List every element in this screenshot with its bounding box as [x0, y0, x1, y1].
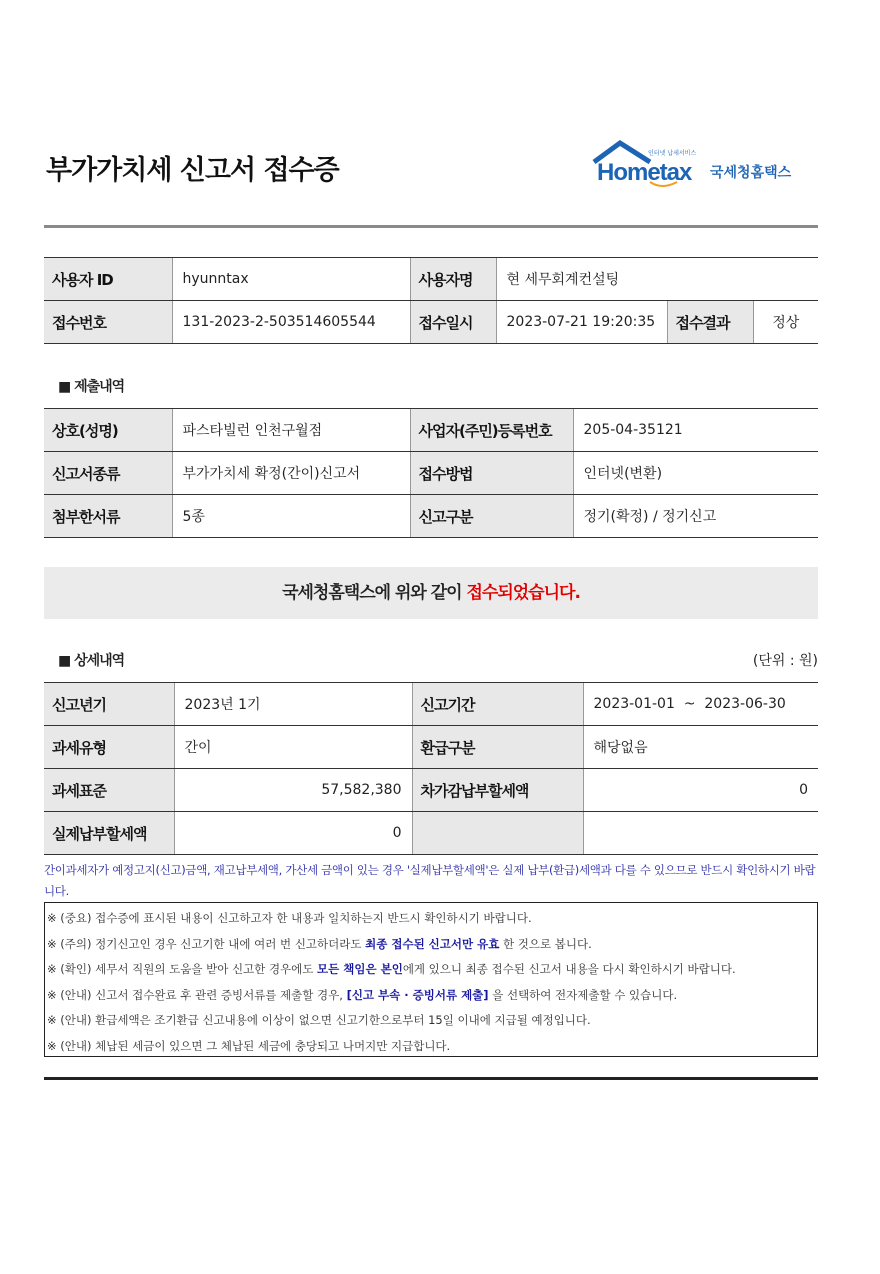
notice-item: ※ (안내) 환급세액은 조기환급 신고내용에 이상이 없으면 신고기한으로부터 15일 이내에 지급될 예정입니다. [47, 1013, 591, 1028]
notice-item: ※ (안내) 체납된 세금이 있으면 그 체납된 세금에 충당되고 나머지만 지급합니다. [47, 1038, 451, 1053]
banner-text: 국세청홈택스에 위와 같이 [282, 583, 467, 603]
notice-item: ※ (주의) 정기신고인 경우 신고기한 내에 여러 번 신고하더라도 최종 접수된 신고서만 유효 한 것으로 봅니다. [47, 936, 592, 951]
period-value: 2023년 1기 [174, 683, 412, 726]
user-name-value: 현 세무회계컨설팅 [496, 258, 818, 301]
company-value: 파스타빌런 인천구월점 [172, 409, 410, 452]
user-id-label: 사용자 ID [44, 258, 172, 301]
attach-label: 첨부한서류 [44, 495, 172, 538]
logo-name: 국세청홈택스 [710, 165, 792, 181]
submission-table [44, 408, 818, 538]
detail-section-title: ■ 상세내역 [58, 653, 125, 669]
receipt-date-label: 접수일시 [410, 301, 496, 344]
actual-label: 실제납부할세액 [44, 812, 174, 855]
actual-value: 0 [174, 812, 412, 855]
receipt-table [44, 257, 818, 344]
category-label: 신고구분 [410, 495, 573, 538]
result-label: 접수결과 [667, 301, 753, 344]
unit-label: (단위 : 원) [752, 653, 818, 669]
empty-value [583, 812, 818, 855]
user-name-label: 사용자명 [410, 258, 496, 301]
bottom-divider [44, 1077, 818, 1080]
confirmation-banner [44, 567, 818, 619]
diff-value: 0 [583, 769, 818, 812]
notice-item: ※ (중요) 접수증에 표시된 내용이 신고하고자 한 내용과 일치하는지 반드시 확인하시기 바랍니다. [47, 911, 532, 925]
blue-notice: 간이과세자가 예정고지(신고)금액, 재고납부세액, 가산세 금액이 있는 경우 '실제납부할세액'은 실제 납부(환급)세액과 다를 수 있으므로 반드시 확인하시기 바랍니다. [44, 863, 816, 898]
page-title: 부가가치세 신고서 접수증 [46, 155, 339, 186]
notice-item: ※ (안내) 신고서 접수완료 후 관련 증빙서류를 제출할 경우, [신고 부속 · 증빙서류 제출] 을 선택하여 전자제출할 수 있습니다. [47, 987, 678, 1002]
form-type-value: 부가가치세 확정(간이)신고서 [172, 452, 410, 495]
period-label: 신고년기 [44, 683, 174, 726]
logo-brand: Hometax [597, 159, 692, 186]
bizno-value: 205-04-35121 [573, 409, 818, 452]
receipt-no-value: 131-2023-2-503514605544 [172, 301, 410, 344]
refund-label: 환급구분 [412, 726, 583, 769]
result-value: 정상 [753, 301, 818, 344]
notice-item: ※ (확인) 세무서 직원의 도움을 받아 신고한 경우에도 모든 책임은 본인에게 있으니 최종 접수된 신고서 내용을 다시 확인하시기 바랍니다. [47, 962, 736, 977]
term-value: 2023-01-01 ~ 2023-06-30 [583, 683, 818, 726]
method-value: 인터넷(변환) [573, 452, 818, 495]
base-label: 과세표준 [44, 769, 174, 812]
term-label: 신고기간 [412, 683, 583, 726]
diff-label: 차가감납부할세액 [412, 769, 583, 812]
empty-label [412, 812, 583, 855]
detail-table [44, 682, 818, 855]
submission-section-title: ■ 제출내역 [58, 379, 125, 395]
notice-box [44, 902, 818, 1057]
top-divider [44, 225, 818, 228]
user-id-value: hyunntax [172, 258, 410, 301]
category-value: 정기(확정) / 정기신고 [573, 495, 818, 538]
method-label: 접수방법 [410, 452, 573, 495]
refund-value: 해당없음 [583, 726, 818, 769]
receipt-date-value: 2023-07-21 19:20:35 [496, 301, 667, 344]
attach-value: 5종 [172, 495, 410, 538]
bizno-label: 사업자(주민)등록번호 [410, 409, 573, 452]
base-value: 57,582,380 [174, 769, 412, 812]
form-type-label: 신고서종류 [44, 452, 172, 495]
logo-sub: 인터넷 납세서비스 [648, 150, 697, 157]
tax-type-value: 간이 [174, 726, 412, 769]
tax-type-label: 과세유형 [44, 726, 174, 769]
hometax-logo [592, 140, 807, 190]
receipt-no-label: 접수번호 [44, 301, 172, 344]
company-label: 상호(성명) [44, 409, 172, 452]
banner-highlight: 접수되었습니다. [466, 583, 580, 603]
